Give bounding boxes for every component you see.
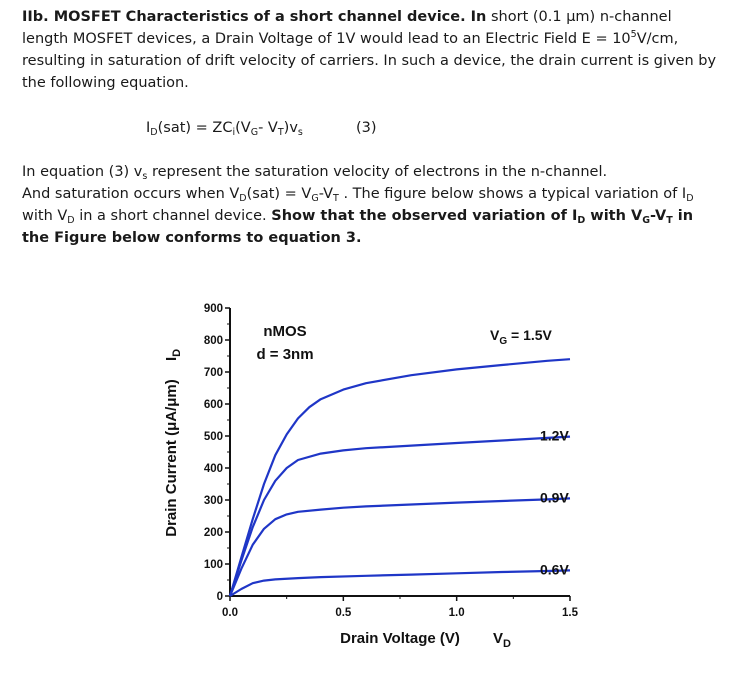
y-axis-label: Drain Current (μA/μm) <box>163 379 180 537</box>
x-tick-label: 1.5 <box>562 607 578 619</box>
x-tick-label: 0.5 <box>335 607 352 619</box>
chart-title: nMOS <box>263 323 307 340</box>
y-axis-label-group <box>163 349 183 537</box>
y-tick-label: 800 <box>203 335 223 347</box>
task-statement: Show that the observed variation of $I_D$ with $V_G-V_T$ in the Figure below conforms to equation 3. <box>22 208 694 246</box>
problem-task: In equation (3) $v_s$ represent the saturation velocity of electrons in the n-channel. And saturation occurs when $V_D(sat) = V_G-V_T$ . The figure below shows a typical variation of $I_D$ with $V_D$ in a short channel device. Show that the observed variation of $I_D$ with $V_G-V_T$ in the Figure below conforms to equation 3. <box>22 164 694 246</box>
y-tick-label: 700 <box>203 367 223 379</box>
series-line-vg-1-5V <box>230 359 570 596</box>
series-line-vg-0-9V <box>230 498 570 596</box>
id-vd-chart <box>150 288 590 658</box>
series-line-vg-0-6V <box>230 570 570 596</box>
series-label-vg-1-5: $V_G = 1.5V$ <box>490 327 552 347</box>
problem-intro: IIb. MOSFET Characteristics of a short channel device. In short (0.1 µm) n-channel length MOSFET devices, a Drain Voltage of 1V would lead to an Electric Field $E = 10^5V/cm$, resulting in saturation of drift velocity of carriers. In such a device, the drain current is given by the following equation. <box>22 9 717 91</box>
series-label: 1.2V <box>540 427 569 444</box>
y-tick-label: 100 <box>203 559 223 571</box>
chart-annotation: d = 3nm <box>256 346 314 363</box>
x-tick-label: 1.0 <box>448 607 465 619</box>
problem-heading: IIb. MOSFET Characteristics of a short channel device. In <box>22 9 487 25</box>
x-axis-label: Drain Voltage (V) <box>340 630 460 647</box>
x-tick-label: 0.0 <box>222 607 238 619</box>
y-tick-label: 300 <box>203 495 223 507</box>
y-tick-label: 0 <box>216 591 223 603</box>
series-label: 0.9V <box>540 489 569 506</box>
equation-number: (3) <box>356 120 377 136</box>
y-tick-label: 200 <box>203 527 223 539</box>
y-tick-label: 500 <box>203 431 223 443</box>
y-axis-symbol: $I_D$ <box>163 348 183 361</box>
equation-3: $I_D(sat) = ZC_i(V_G-$ $V_T)v_s$ <box>146 120 303 138</box>
y-tick-label: 900 <box>203 303 223 315</box>
y-tick-label: 600 <box>203 399 223 411</box>
series-label: 0.6V <box>540 561 569 578</box>
y-tick-label: 400 <box>203 463 223 475</box>
x-axis-symbol: $V_D$ <box>493 630 511 650</box>
